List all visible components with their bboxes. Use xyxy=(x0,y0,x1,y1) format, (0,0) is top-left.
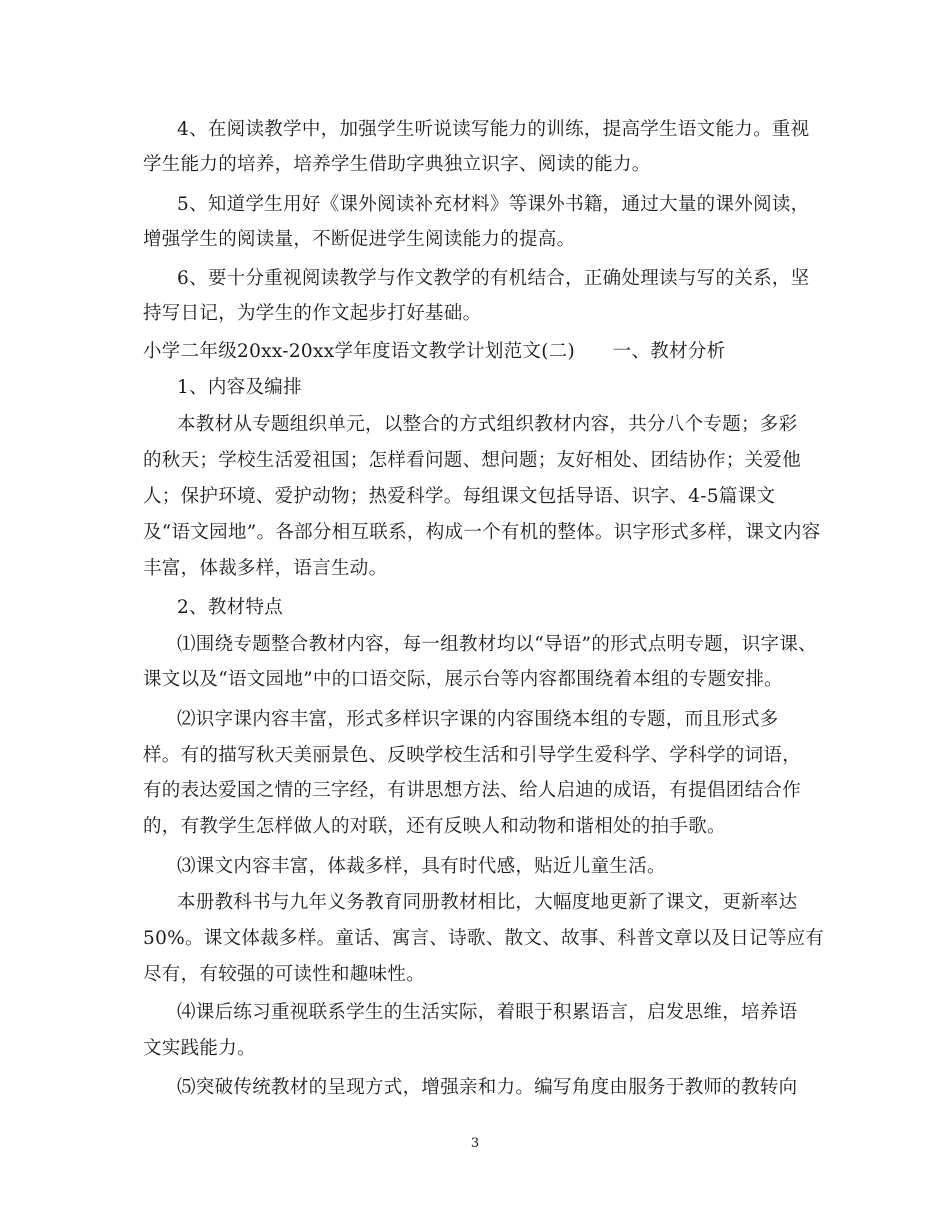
paragraph-line: ⑶课文内容丰富，体裁多样，具有时代感，贴近儿童生活。 xyxy=(177,856,666,877)
paragraph-line: 6、要十分重视阅读教学与作文教学的有机结合，正确处理读与写的关系，坚 xyxy=(177,268,810,289)
section-heading: 小学二年级20xx-20xx学年度语文教学计划范文(二) 一、教材分析 xyxy=(143,341,726,362)
page-number: 3 xyxy=(470,1136,480,1151)
paragraph-line: 文实践能力。 xyxy=(143,1038,256,1059)
paragraph-line: 50%。课文体裁多样。童话、寓言、诗歌、散文、故事、科普文章以及日记等应有 xyxy=(143,928,825,949)
paragraph-line: 的秋天；学校生活爱祖国；怎样看问题、想问题；友好相处、团结协作；关爱他 xyxy=(143,450,802,471)
paragraph-line: 样。有的描写秋天美丽景色、反映学校生活和引导学生爱科学、学科学的词语， xyxy=(143,745,802,766)
subheading: 1、内容及编排 xyxy=(177,377,302,398)
paragraph-line: 及“语文园地”。各部分相互联系，构成一个有机的整体。识字形式多样，课文内容 xyxy=(143,522,821,543)
paragraph-line: 人；保护环境、爱护动物；热爱科学。每组课文包括导语、识字、4-5篇课文 xyxy=(143,486,776,507)
paragraph-line: ⑸突破传统教材的呈现方式，增强亲和力。编写角度由服务于教师的教转向 xyxy=(177,1077,798,1098)
paragraph-line: 增强学生的阅读量，不断促进学生阅读能力的提高。 xyxy=(143,229,576,250)
paragraph-line: 5、知道学生用好《课外阅读补充材料》等课外书籍，通过大量的课外阅读， xyxy=(177,194,810,215)
paragraph-line: 持写日记，为学生的作文起步打好基础。 xyxy=(143,303,482,324)
paragraph-line: ⑴围绕专题整合教材内容，每一组教材均以“导语”的形式点明专题，识字课、 xyxy=(177,634,817,655)
paragraph-line: ⑷课后练习重视联系学生的生活实际，着眼于积累语言，启发思维，培养语 xyxy=(177,1002,798,1023)
paragraph-line: 有的表达爱国之情的三字经，有讲思想方法、给人启迪的成语，有提倡团结合作 xyxy=(143,780,802,801)
paragraph-line: 丰富，体裁多样，语言生动。 xyxy=(143,558,388,579)
paragraph-line: 本教材从专题组织单元，以整合的方式组织教材内容，共分八个专题；多彩 xyxy=(177,414,798,435)
paragraph-line: 学生能力的培养，培养学生借助字典独立识字、阅读的能力。 xyxy=(143,154,651,175)
paragraph-line: ⑵识字课内容丰富，形式多样识字课的内容围绕本组的专题，而且形式多 xyxy=(177,709,779,730)
paragraph-line: 的，有教学生怎样做人的对联，还有反映人和动物和谐相处的拍手歌。 xyxy=(143,816,726,837)
paragraph-line: 本册教科书与九年义务教育同册教材相比，大幅度地更新了课文，更新率达 xyxy=(177,892,798,913)
paragraph-line: 尽有，有较强的可读性和趣味性。 xyxy=(143,964,426,985)
subheading: 2、教材特点 xyxy=(177,597,284,618)
paragraph-line: 4、在阅读教学中，加强学生听说读写能力的训练，提高学生语文能力。重视 xyxy=(177,119,810,140)
paragraph-line: 课文以及“语文园地”中的口语交际，展示台等内容都围绕着本组的专题安排。 xyxy=(143,669,783,690)
